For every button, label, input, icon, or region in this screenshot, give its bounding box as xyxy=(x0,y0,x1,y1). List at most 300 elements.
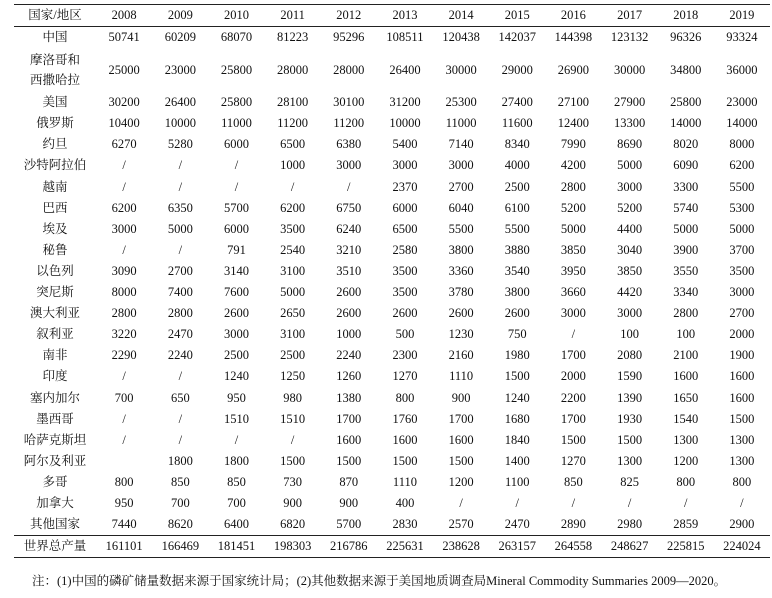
table-cell: 2830 xyxy=(392,517,418,532)
country-name: 约旦 xyxy=(42,137,68,152)
table-cell: 2700 xyxy=(448,179,474,194)
table-cell: 2890 xyxy=(560,517,586,532)
table-cell: 5280 xyxy=(167,137,193,152)
table-cell: 750 xyxy=(507,327,527,342)
table-cell: 25800 xyxy=(670,95,702,110)
table-body xyxy=(14,27,770,558)
footnote: 注：(1)中国的磷矿储量数据来源于国家统计局；(2)其他数据来源于美国地质调查局Mineral Commodity Summaries 2009—2020。 xyxy=(32,574,727,588)
table-row xyxy=(14,113,770,134)
table-cell: 14000 xyxy=(726,116,758,131)
table-row xyxy=(14,388,770,409)
table-cell: / xyxy=(122,242,126,257)
table-cell: 5000 xyxy=(673,221,699,236)
table-cell: 5000 xyxy=(729,221,755,236)
table-cell: 1300 xyxy=(729,453,755,468)
table-cell: 3000 xyxy=(617,306,643,321)
table-cell: 1000 xyxy=(336,327,362,342)
table-cell: 1500 xyxy=(504,369,530,384)
table-cell: 3140 xyxy=(223,263,249,278)
table-cell: 6200 xyxy=(729,158,755,173)
table-cell: 2540 xyxy=(280,242,306,257)
table-cell: 1250 xyxy=(280,369,306,384)
table-row xyxy=(14,324,770,345)
header-year: 2015 xyxy=(489,5,545,27)
table-cell: 3000 xyxy=(448,158,474,173)
table-cell: 6090 xyxy=(673,158,699,173)
table-cell: 28000 xyxy=(277,62,309,77)
table-cell: 1600 xyxy=(448,432,474,447)
table-cell: / xyxy=(122,179,126,194)
table-cell: 1590 xyxy=(617,369,643,384)
table-cell: 700 xyxy=(170,495,190,510)
table-row xyxy=(14,472,770,493)
table-cell: 2100 xyxy=(673,348,699,363)
table-cell: 8000 xyxy=(111,285,137,300)
country-name: 中国 xyxy=(42,30,68,45)
header-country: 国家/地区 xyxy=(14,5,96,27)
country-name: 巴西 xyxy=(42,200,68,215)
country-name: 阿尔及利亚 xyxy=(23,453,87,468)
table-cell: 3660 xyxy=(560,285,586,300)
table-cell: 1840 xyxy=(504,432,530,447)
table-cell: 650 xyxy=(170,390,190,405)
table-cell: 2600 xyxy=(504,306,530,321)
table-cell: 8340 xyxy=(504,137,530,152)
table-cell: 3800 xyxy=(448,242,474,257)
table-row xyxy=(14,134,770,155)
table-cell: 2000 xyxy=(560,369,586,384)
table-cell: 3000 xyxy=(560,306,586,321)
table-cell: 96326 xyxy=(670,30,702,45)
table-cell: 1500 xyxy=(729,411,755,426)
table-cell: 1800 xyxy=(223,453,249,468)
table-cell: 900 xyxy=(451,390,471,405)
table-cell: 2600 xyxy=(336,285,362,300)
table-cell: 95296 xyxy=(333,30,365,45)
table-row xyxy=(14,282,770,303)
table-cell: 25000 xyxy=(108,62,140,77)
table-cell: 123132 xyxy=(610,30,649,45)
table-cell: 7600 xyxy=(223,285,249,300)
table-cell: 6040 xyxy=(448,200,474,215)
table-cell: 2200 xyxy=(560,390,586,405)
table-cell: 3340 xyxy=(673,285,699,300)
total-cell: 238628 xyxy=(433,536,489,558)
table-cell: / xyxy=(234,158,239,173)
table-cell: 1110 xyxy=(449,369,474,384)
total-cell: 216786 xyxy=(321,536,377,558)
total-cell: 248627 xyxy=(602,536,658,558)
table-cell: 7140 xyxy=(448,137,474,152)
table-cell: 4400 xyxy=(617,221,643,236)
table-cell: / xyxy=(178,369,183,384)
table-cell: 1600 xyxy=(729,390,755,405)
table-cell: 3950 xyxy=(560,263,586,278)
table-cell: / xyxy=(178,242,183,257)
table-cell: 10000 xyxy=(389,116,421,131)
table-cell: 700 xyxy=(114,390,134,405)
table-cell: 5500 xyxy=(729,179,755,194)
table-cell: 3800 xyxy=(504,285,530,300)
total-cell: 198303 xyxy=(265,536,321,558)
table-cell: 7400 xyxy=(167,285,193,300)
table-cell: 5700 xyxy=(223,200,249,215)
table-cell: 30200 xyxy=(108,95,140,110)
table-cell: 4420 xyxy=(617,285,643,300)
table-cell: 23000 xyxy=(164,62,196,77)
table-cell: 791 xyxy=(227,242,246,257)
table-cell: 8620 xyxy=(167,517,193,532)
table-cell: 6240 xyxy=(336,221,362,236)
table-cell: 3000 xyxy=(392,158,418,173)
table-cell: 2800 xyxy=(167,306,193,321)
table-cell: 13300 xyxy=(613,116,646,131)
table-cell: / xyxy=(571,495,576,510)
total-cell: 264558 xyxy=(545,536,601,558)
table-cell: / xyxy=(178,158,183,173)
table-cell: / xyxy=(515,495,519,510)
table-cell: 1270 xyxy=(560,453,586,468)
table-cell: / xyxy=(122,411,126,426)
table-cell: 1240 xyxy=(504,390,530,405)
table-row xyxy=(14,303,770,324)
table-row xyxy=(14,198,770,219)
table-cell: 14000 xyxy=(670,116,702,131)
table-cell: 1500 xyxy=(392,453,418,468)
table-cell: 1600 xyxy=(392,432,418,447)
table-cell: 2240 xyxy=(336,348,362,363)
country-name: 叙利亚 xyxy=(36,327,74,342)
table-cell: 1500 xyxy=(336,453,362,468)
country-name: 南非 xyxy=(42,348,68,363)
table-cell: 5300 xyxy=(729,200,755,215)
table-cell: 23000 xyxy=(726,95,758,110)
header-year: 2016 xyxy=(545,5,601,27)
table-cell: / xyxy=(347,179,351,194)
table-cell: / xyxy=(459,495,463,510)
table-cell: 1700 xyxy=(560,348,586,363)
table-cell: 3000 xyxy=(617,179,643,194)
table-cell: 800 xyxy=(732,474,752,489)
table-cell: 1380 xyxy=(336,390,362,405)
table-cell: 2650 xyxy=(280,306,306,321)
table-cell: 3780 xyxy=(448,285,474,300)
total-cell: 161101 xyxy=(96,536,152,558)
table-row xyxy=(14,409,770,430)
table-cell: 2160 xyxy=(448,348,474,363)
header-year: 2018 xyxy=(658,5,714,27)
header-year: 2014 xyxy=(433,5,489,27)
table-cell: 6500 xyxy=(392,221,418,236)
table-cell: 1510 xyxy=(223,411,249,426)
table-cell: 1540 xyxy=(673,411,699,426)
country-name: 多哥 xyxy=(42,474,68,489)
table-cell: 3090 xyxy=(111,263,137,278)
table-cell: 6200 xyxy=(111,200,137,215)
table-cell: 3100 xyxy=(280,263,306,278)
table-cell: 5000 xyxy=(560,221,586,236)
table-cell: 700 xyxy=(227,495,246,510)
table-cell: 26900 xyxy=(557,62,590,77)
table-cell: 980 xyxy=(283,390,303,405)
table-cell: 6500 xyxy=(280,137,306,152)
table-row xyxy=(14,345,770,366)
table-cell: 950 xyxy=(227,390,246,405)
table-cell: 30100 xyxy=(333,95,365,110)
table-cell: 25300 xyxy=(445,95,477,110)
table-cell: 5000 xyxy=(167,221,193,236)
country-name: 越南 xyxy=(42,179,68,194)
table-cell: 1300 xyxy=(617,453,643,468)
header-year: 2009 xyxy=(152,5,208,27)
table-cell: 7990 xyxy=(560,137,586,152)
table-cell: 1680 xyxy=(504,411,530,426)
table-cell: 2700 xyxy=(729,306,755,321)
table-cell: 1200 xyxy=(673,453,699,468)
country-name: 秘鲁 xyxy=(42,242,68,257)
table-cell: 27900 xyxy=(613,95,646,110)
table-cell: 3850 xyxy=(560,242,586,257)
table-cell: 12400 xyxy=(557,116,590,131)
header-year: 2019 xyxy=(714,5,770,27)
header-year: 2008 xyxy=(96,5,152,27)
table-row xyxy=(14,240,770,261)
table-cell: 3040 xyxy=(617,242,643,257)
country-name: 墨西哥 xyxy=(36,411,74,426)
table-cell: 6820 xyxy=(280,517,306,532)
country-name xyxy=(14,48,96,92)
table-cell: 2300 xyxy=(392,348,418,363)
table-cell: 2900 xyxy=(729,517,755,532)
table-cell: 25800 xyxy=(220,62,253,77)
table-cell: 2859 xyxy=(673,517,699,532)
header-year: 2017 xyxy=(602,5,658,27)
table-cell: 120438 xyxy=(442,30,480,45)
table-cell: 800 xyxy=(114,474,134,489)
table-cell: 108511 xyxy=(386,30,424,45)
table-cell: 1900 xyxy=(729,348,755,363)
table-cell: 2470 xyxy=(167,327,193,342)
table-cell: 1260 xyxy=(336,369,362,384)
table-cell: 4200 xyxy=(560,158,586,173)
table-cell: 1100 xyxy=(504,474,530,489)
table-cell: 3500 xyxy=(280,221,306,236)
table-cell: 5000 xyxy=(280,285,306,300)
table-cell: 60209 xyxy=(164,30,196,45)
country-name: 其他国家 xyxy=(30,517,81,532)
table-cell: 3500 xyxy=(392,285,418,300)
table-cell: / xyxy=(683,495,688,510)
table-cell: / xyxy=(234,179,239,194)
table-cell: 26400 xyxy=(389,62,421,77)
total-cell: 181451 xyxy=(208,536,264,558)
table-cell: 3210 xyxy=(336,242,362,257)
table-cell: 3700 xyxy=(729,242,755,257)
table-cell: 2600 xyxy=(448,306,474,321)
table-cell: 8690 xyxy=(617,137,643,152)
table-cell: 11000 xyxy=(445,116,477,131)
table-cell: 2370 xyxy=(392,179,418,194)
table-cell: 8000 xyxy=(729,137,755,152)
country-name: 美国 xyxy=(42,95,68,110)
table-cell: 3510 xyxy=(336,263,362,278)
table-cell: 1600 xyxy=(336,432,362,447)
table-cell: 29000 xyxy=(501,62,533,77)
table-row xyxy=(14,366,770,387)
table-cell: 28100 xyxy=(277,95,309,110)
table-cell: 26400 xyxy=(164,95,196,110)
table-row xyxy=(14,177,770,198)
table-cell: 2800 xyxy=(673,306,699,321)
table-cell: 30000 xyxy=(613,62,646,77)
table-cell: 900 xyxy=(339,495,359,510)
country-name: 以色列 xyxy=(36,263,74,278)
table-cell: / xyxy=(290,432,295,447)
table-row xyxy=(14,27,770,49)
table-cell: 850 xyxy=(170,474,190,489)
table-cell: 1390 xyxy=(617,390,643,405)
table-row xyxy=(14,261,770,282)
table-cell: 10000 xyxy=(164,116,196,131)
table-cell: 1980 xyxy=(504,348,530,363)
table-cell: 3880 xyxy=(504,242,530,257)
table-cell: 2800 xyxy=(560,179,586,194)
table-cell: 5200 xyxy=(560,200,586,215)
table-cell: 2290 xyxy=(111,348,137,363)
table-cell: 11200 xyxy=(277,116,309,131)
table-row xyxy=(14,219,770,240)
table-cell: 1500 xyxy=(617,432,643,447)
table-cell: 2600 xyxy=(336,306,362,321)
table-cell: 6100 xyxy=(504,200,530,215)
table-cell: / xyxy=(290,179,295,194)
table-cell: 6750 xyxy=(336,200,362,215)
table-cell: 100 xyxy=(676,327,696,342)
table-cell: 3850 xyxy=(617,263,643,278)
table-cell: 28000 xyxy=(333,62,365,77)
table-cell: 3000 xyxy=(336,158,362,173)
table-row xyxy=(14,155,770,176)
table-cell: 2500 xyxy=(280,348,306,363)
table-cell: 950 xyxy=(114,495,134,510)
table-cell: 1500 xyxy=(560,432,586,447)
country-name: 俄罗斯 xyxy=(36,116,74,131)
table-cell: 6000 xyxy=(223,137,249,152)
table-cell: 31200 xyxy=(389,95,421,110)
total-cell: 225815 xyxy=(658,536,714,558)
table-cell: / xyxy=(122,432,126,447)
table-cell: 81223 xyxy=(277,30,309,45)
table-cell: 1400 xyxy=(504,453,530,468)
table-cell: 30000 xyxy=(445,62,477,77)
table-cell: 3000 xyxy=(729,285,755,300)
table-row xyxy=(14,514,770,536)
table-cell: 2470 xyxy=(504,517,530,532)
table-cell: 3000 xyxy=(111,221,137,236)
phosphate-production-table xyxy=(14,4,770,558)
country-name: 加拿大 xyxy=(36,495,74,510)
table-cell: 2500 xyxy=(504,179,530,194)
table-cell: 2240 xyxy=(167,348,193,363)
table-cell: 5500 xyxy=(504,221,530,236)
table-cell: 1240 xyxy=(223,369,249,384)
total-row xyxy=(14,536,770,558)
table-cell: 6000 xyxy=(223,221,249,236)
table-cell: 1200 xyxy=(448,474,474,489)
table-cell: 4000 xyxy=(504,158,530,173)
table-cell: 1300 xyxy=(729,432,755,447)
table-cell: 6270 xyxy=(111,137,137,152)
table-cell: 142037 xyxy=(498,30,537,45)
table-cell: 6380 xyxy=(336,137,362,152)
table-cell: / xyxy=(571,327,576,342)
table-cell: 8020 xyxy=(673,137,699,152)
country-name: 塞内加尔 xyxy=(30,390,81,405)
table-cell: 1270 xyxy=(392,369,418,384)
table-cell: 1700 xyxy=(560,411,586,426)
table-cell: 800 xyxy=(676,474,696,489)
table-cell: 1800 xyxy=(167,453,193,468)
table-cell: 1600 xyxy=(729,369,755,384)
table-cell: 1760 xyxy=(392,411,418,426)
table-cell: / xyxy=(122,158,126,173)
table-cell: 27400 xyxy=(501,95,533,110)
table-cell: 68070 xyxy=(220,30,253,45)
table-cell: 3540 xyxy=(504,263,530,278)
table-cell: 1930 xyxy=(617,411,643,426)
table-cell: 5740 xyxy=(673,200,699,215)
country-name: 印度 xyxy=(42,369,68,384)
country-name: 埃及 xyxy=(42,221,68,236)
table-cell: 5700 xyxy=(336,517,362,532)
table-cell: / xyxy=(234,432,239,447)
country-name: 沙特阿拉伯 xyxy=(23,158,87,173)
table-cell: 3220 xyxy=(111,327,137,342)
table-cell: / xyxy=(740,495,744,510)
table-cell: 6350 xyxy=(167,200,193,215)
table-cell: 730 xyxy=(283,474,303,489)
table-cell: 850 xyxy=(227,474,246,489)
table-cell: 1300 xyxy=(673,432,699,447)
table-cell: 5200 xyxy=(617,200,643,215)
country-name: 哈萨克斯坦 xyxy=(23,432,87,447)
table-cell: 2580 xyxy=(392,242,418,257)
table-cell: 900 xyxy=(283,495,303,510)
table-cell: 34800 xyxy=(670,62,702,77)
total-label: 世界总产量 xyxy=(14,536,96,558)
table-cell: 2600 xyxy=(392,306,418,321)
table-cell: 11600 xyxy=(501,116,533,131)
table-cell: 870 xyxy=(339,474,359,489)
table-cell: 3550 xyxy=(673,263,699,278)
table-cell: 5000 xyxy=(617,158,643,173)
table-cell: 6000 xyxy=(392,200,418,215)
table-cell: 3100 xyxy=(280,327,306,342)
table-cell: 6400 xyxy=(223,517,249,532)
table-cell: 1700 xyxy=(336,411,362,426)
table-cell: 1700 xyxy=(448,411,474,426)
table-cell: 144398 xyxy=(554,30,593,45)
table-row xyxy=(14,493,770,514)
table-row xyxy=(14,48,770,92)
table-cell: 2570 xyxy=(448,517,474,532)
table-cell: 400 xyxy=(395,495,415,510)
table-cell: 2080 xyxy=(617,348,643,363)
table-cell: 5500 xyxy=(448,221,474,236)
total-cell: 263157 xyxy=(489,536,545,558)
country-name: 澳大利亚 xyxy=(30,306,81,321)
table-cell: 1000 xyxy=(280,158,306,173)
